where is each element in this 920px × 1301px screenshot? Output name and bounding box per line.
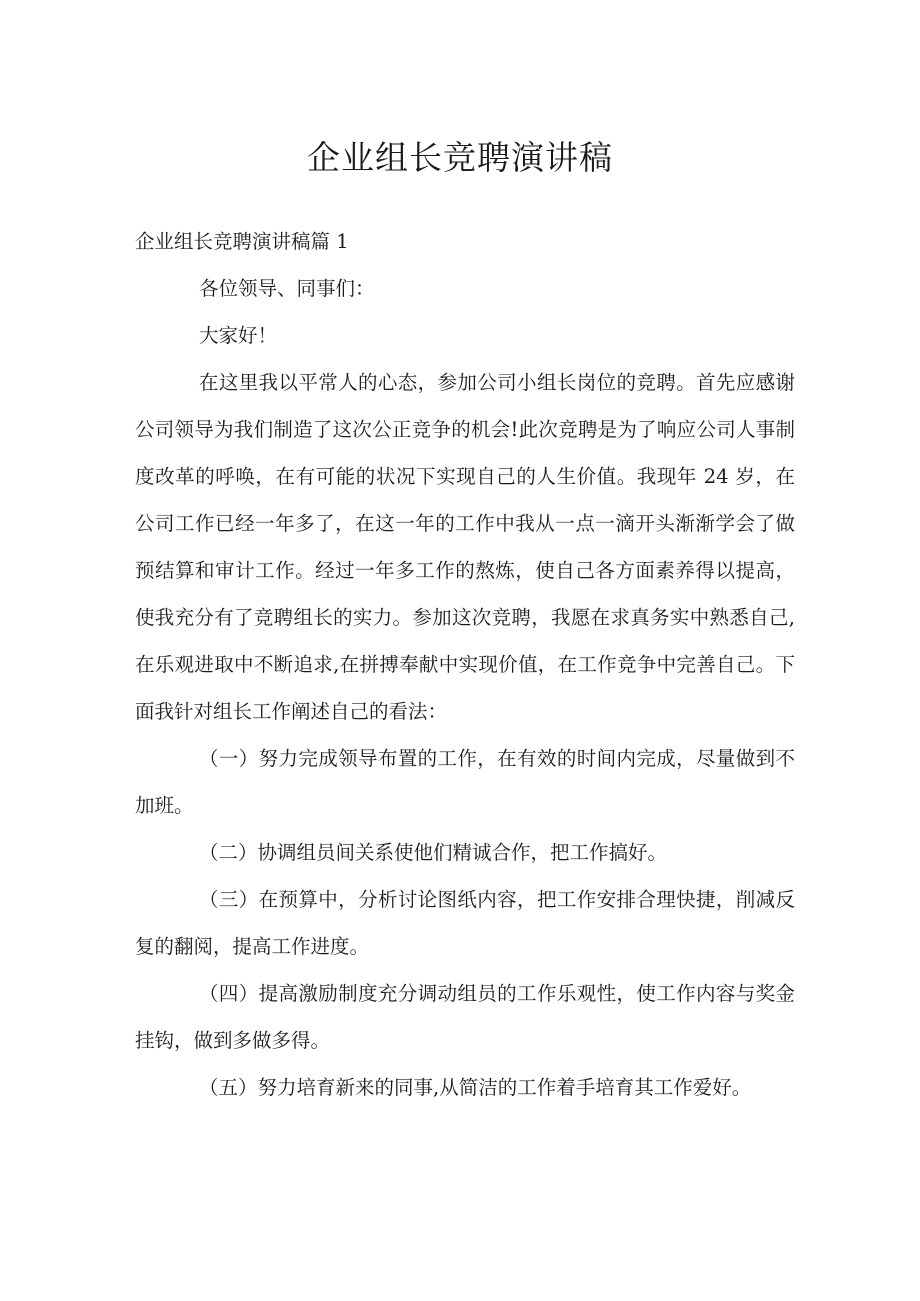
point-four-paragraph: （四）提高激励制度充分调动组员的工作乐观性，使工作内容与奖金挂钩，做到多做多得。 <box>135 982 795 1052</box>
salutation-paragraph: 各位领导、同事们： <box>199 277 375 300</box>
point-five-paragraph: （五）努力培育新来的同事,从简洁的工作着手培育其工作爱好。 <box>199 1076 752 1099</box>
point-three-paragraph: （三）在预算中，分析讨论图纸内容，把工作安排合理快捷，削减反复的翻阅，提高工作进度。 <box>135 888 795 958</box>
section-heading: 企业组长竞聘演讲稿篇 1 <box>135 230 349 253</box>
greeting-paragraph: 大家好！ <box>199 324 278 347</box>
point-two-paragraph: （二）协调组员间关系使他们精诚合作，把工作搞好。 <box>199 841 668 864</box>
introduction-paragraph: 在这里我以平常人的心态，参加公司小组长岗位的竞聘。首先应感谢公司领导为我们制造了这次公正竞争的机会!此次竞聘是为了响应公司人事制度改革的呼唤，在有可能的状况下实现自己的人生价值。我现年 24 岁，在公司工作已经一年多了，在这一年的工作中我从一点一滴开头渐渐学会了做预结算和审计工作。经过一年多工作的熬炼，使自己各方面素养得以提高，使我充分有了竞聘组长的实力。参加这次竞聘，我愿在求真务实中熟悉自己,在乐观进取中不断追求,在拼搏奉献中实现价值，在工作竞争中完善自己。下面我针对组长工作阐述自己的看法： <box>135 371 795 723</box>
document-body <box>135 218 795 1111</box>
point-one-paragraph: （一）努力完成领导布置的工作，在有效的时间内完成，尽量做到不加班。 <box>135 747 795 817</box>
document-title: 企业组长竞聘演讲稿 <box>307 138 613 177</box>
